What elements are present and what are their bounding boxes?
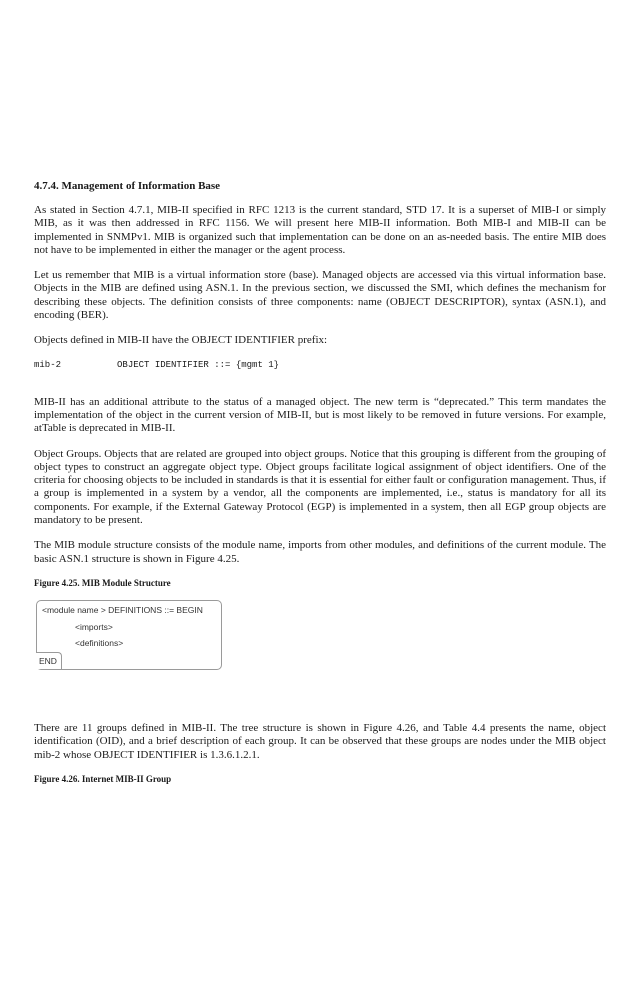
code-name: mib-2 bbox=[34, 359, 62, 370]
module-imports-line: <imports> bbox=[75, 621, 113, 632]
paragraph-object-groups: Object Groups. Objects that are related are grouped into object groups. Notice that this grouping is different from the grouping of object types to construct an aggregate object type. Object groups facilitate logical assignment of object identifiers. One of the criteria for choosing objects to be included in standards is that it is essential for either fault or configuration management. Thus, if a group is implemented in a system by a vendor, all the components are implemented, i.e., status is mandatory for all its components. For example, if the External Gateway Protocol (EGP) is implemented in a system, then all EGP group objects are mandatory to be present. bbox=[34, 447, 606, 527]
module-definitions-body-line: <definitions> bbox=[75, 637, 124, 648]
paragraph-virtual-store: Let us remember that MIB is a virtual information store (base). Managed objects are accessed via this virtual information base. Objects in the MIB are defined using ASN.1. In the previous section, we discussed the SMI, which defines the mechanism for describing these objects. The definition consists of three components: name (OBJECT DESCRIPTOR), syntax (ASN.1), and encoding (BER). bbox=[34, 269, 606, 322]
figure-4-26-caption: Figure 4.26. Internet MIB-II Group bbox=[34, 773, 172, 784]
paragraph-mib-ii-standard: As stated in Section 4.7.1, MIB-II specified in RFC 1213 is the current standard, STD 17. It is a superset of MIB-I or simply MIB, as it was then addressed in RFC 1156. We will present here MIB-II information. Both MIB-I and MIB-II can be implemented in SNMPv1. MIB is organized such that implementation can be done on an as-needed basis. The entire MIB does not have to be implemented in either the manager or the agent process. bbox=[34, 204, 606, 256]
figure-4-25-caption: Figure 4.25. MIB Module Structure bbox=[34, 577, 171, 588]
paragraph-mib-ii-groups: There are 11 groups defined in MIB-II. The tree structure is shown in Figure 4.26, and Table 4.4 presents the name, object identification (OID), and a brief description of each group. It can be observed that these groups are nodes under the MIB object mib-2 whose OBJECT IDENTIFIER is 1.3.6.1.2.1. bbox=[34, 721, 606, 761]
paragraph-module-structure: The MIB module structure consists of the module name, imports from other modules, and definitions of the current module. The basic ASN.1 structure is shown in Figure 4.25. bbox=[34, 539, 606, 565]
section-heading: 4.7.4. Management of Information Base bbox=[34, 180, 221, 192]
code-mib2-definition bbox=[34, 360, 606, 370]
module-definitions-line: <module name > DEFINITIONS ::= BEGIN bbox=[42, 604, 203, 615]
paragraph-oid-prefix: Objects defined in MIB-II have the OBJECT IDENTIFIER prefix: bbox=[34, 334, 328, 347]
document-page bbox=[34, 180, 606, 796]
module-end-label: END bbox=[36, 652, 62, 669]
paragraph-deprecated: MIB-II has an additional attribute to the status of a managed object. The new term is “deprecated.” This term mandates the implementation of the object in the current version of MIB-II, but is most likely to be removed in future versions. For example, atTable is deprecated in MIB-II. bbox=[34, 395, 606, 435]
mib-module-structure-diagram bbox=[36, 600, 222, 670]
code-definition: OBJECT IDENTIFIER ::= {mgmt 1} bbox=[117, 359, 280, 370]
